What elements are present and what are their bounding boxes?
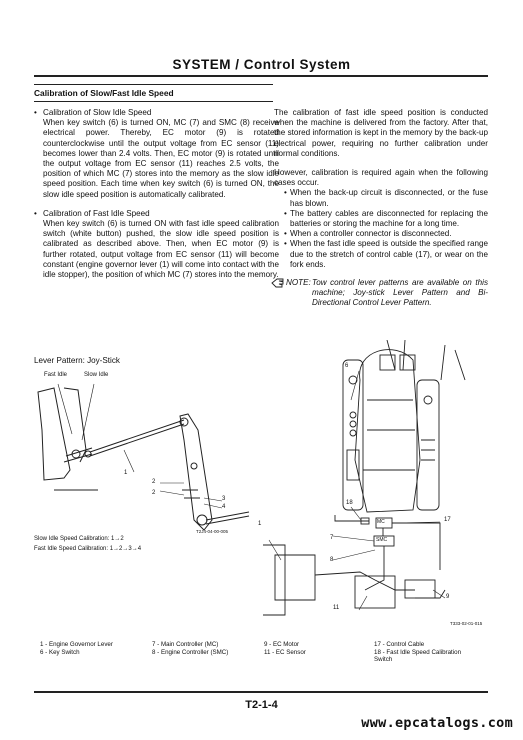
legend-item: 8 - Engine Controller (SMC) xyxy=(152,648,229,656)
list-item: • When the back-up circuit is disconnected, or the fuse has blown. xyxy=(284,188,488,208)
fast-idle-label: Fast Idle xyxy=(44,372,68,378)
fast-calibration-sequence: Fast Idle Speed Calibration: 1→2→3→4 xyxy=(34,546,142,552)
legend-item: 1 - Engine Governor Lever xyxy=(40,641,113,648)
bullet-dot: • xyxy=(34,108,37,117)
section-title: Calibration of Slow/Fast Idle Speed xyxy=(34,84,273,102)
slow-idle-heading: Calibration of Slow Idle Speed xyxy=(43,108,152,117)
legend-item: 11 - EC Sensor xyxy=(264,648,306,656)
right-para-1: The calibration of fast idle speed position is conducted when the machine is delivered from the factory. After that, the stored information is kept in the memory by the back-up electrical power, requiring no further calibration under normal conditions. xyxy=(274,108,488,158)
left-column xyxy=(34,108,279,289)
legend-row xyxy=(40,641,490,649)
legend-row xyxy=(40,649,490,664)
callout-4: 4 xyxy=(222,504,226,510)
header-rule xyxy=(34,75,488,77)
note-label: NOTE: xyxy=(286,278,311,288)
legend-item: 6 - Key Switch xyxy=(40,648,80,656)
figure-code-right: T333-02-01-015 xyxy=(450,621,483,626)
legend-item: 7 - Main Controller (MC) xyxy=(152,641,219,648)
parts-legend xyxy=(40,641,490,664)
callout-8: 8 xyxy=(330,557,334,563)
page-header-title: SYSTEM / Control System xyxy=(172,57,351,72)
list-item: • When the fast idle speed is outside the specified range due to the stretch of control cable (17), or wear on the fork ends. xyxy=(284,239,488,269)
fast-idle-heading: Calibration of Fast Idle Speed xyxy=(43,208,150,218)
right-para-2: However, calibration is required again when the following cases occur. xyxy=(274,168,488,188)
callout-17: 17 xyxy=(444,517,451,523)
bullet-dot: • xyxy=(34,208,37,218)
slow-idle-label: Slow Idle xyxy=(84,372,109,378)
slow-idle-block xyxy=(34,108,279,200)
watermark-link[interactable]: www.epcatalogs.com xyxy=(361,715,513,731)
callout-11: 11 xyxy=(333,605,340,611)
right-column xyxy=(274,108,488,309)
legend-item: 18 - Fast Idle Speed Calibration Switch xyxy=(374,648,462,664)
callout-7: 7 xyxy=(330,535,334,541)
legend-item: 9 - EC Motor xyxy=(264,641,300,648)
fast-idle-text: When key switch (6) is turned ON with fast idle speed calibration switch (white button) pushed, the slow idle speed position is calibrated as described above. Then, when EC motor (9) is further rotated, output voltage from EC sensor (11) will become constant (engine governor lever (1) will come into contact with the idle stopper), the position of which MC (7) stores into the memory. xyxy=(43,219,279,280)
mc-box-label: MC xyxy=(377,519,385,525)
callout-2: 2 xyxy=(152,479,156,485)
slow-idle-text: When key switch (6) is turned ON, MC (7) and SMC (8) receive electrical power. Thereby, EC motor (9) is rotated counterclockwise until the output voltage from EC sensor (11) becomes lower than 2.4 volts. Then, EC motor (9) is rotated until the output voltage from EC sensor (11) reaches 2.5 volts, the position of which MC (7) stores into the memory as the slow idle speed position. Each time when key switch (6) is turned ON, the slow idle speed position is automatically calibrated. xyxy=(43,118,279,199)
calibration-cases-list xyxy=(274,188,488,270)
fast-idle-block xyxy=(34,209,279,280)
callout-3: 3 xyxy=(222,496,226,502)
list-item: • The battery cables are disconnected for replacing the batteries or storing the machine for a long time. xyxy=(284,208,488,229)
callout-1: 1 xyxy=(124,470,128,476)
callout-9: 9 xyxy=(446,594,450,600)
list-item: • When a controller connector is disconnected. xyxy=(284,229,452,239)
callout-3-left: 2 xyxy=(152,490,156,496)
figure-code-left: T2J4-04-00-005 xyxy=(196,529,229,534)
legend-item: 17 - Control Cable xyxy=(374,641,425,648)
smc-box-label: SMC xyxy=(376,537,388,543)
slow-calibration-sequence: Slow Idle Speed Calibration: 1→2 xyxy=(34,536,124,542)
footer-rule xyxy=(34,691,488,693)
page-number: T2-1-4 xyxy=(245,699,278,711)
callout-1-right: 1 xyxy=(258,521,262,527)
callout-6: 6 xyxy=(345,363,349,369)
cab-controller-figure xyxy=(255,340,490,620)
lever-pattern-label: Lever Pattern: Joy-Stick xyxy=(34,356,120,365)
note-block xyxy=(274,278,488,309)
note-text: Tow control lever patterns are available on this machine; Joy-stick Lever Pattern and Bi-Directional Control Lever Pattern. xyxy=(312,278,488,308)
hand-pointer-icon xyxy=(271,277,285,292)
callout-18: 18 xyxy=(346,500,353,506)
